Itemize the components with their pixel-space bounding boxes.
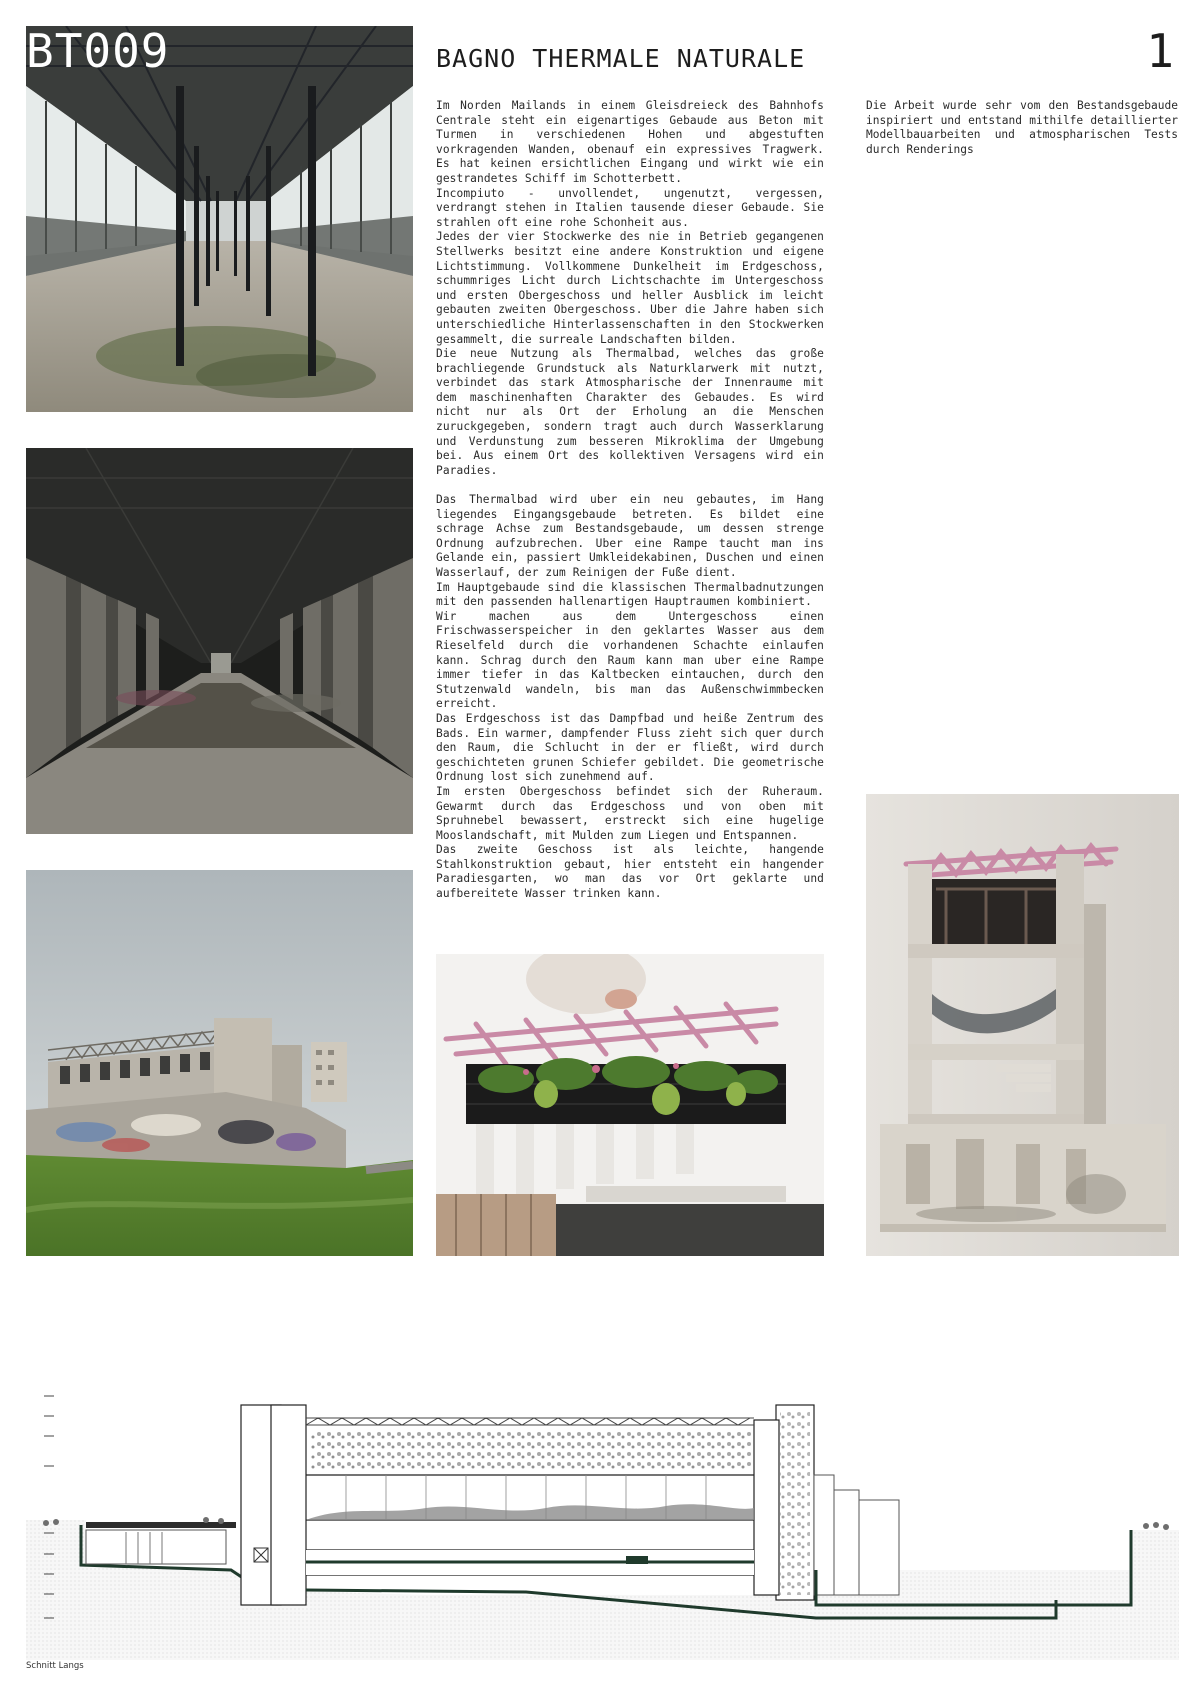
- paragraph-11: Das zweite Geschoss ist als leichte, hangende Stahlkonstruktion gebaut, hier entsteht ein hangender Paradiesgarten, wo man das vor Ort geklarte und aufbereitete Wasser trinken kann.: [436, 843, 824, 901]
- page-title: BAGNO THERMALE NATURALE: [436, 44, 806, 73]
- paragraph-1: Im Norden Mailands in einem Gleisdreieck des Bahnhofs Centrale steht ein eigenartiges Gebaude aus Beton mit Turmen in verschiedenen Hohen und abgestuften vorkragenden Wanden, obenauf ein expressives Tragwerk. Es hat keinen ersichtlichen Eingang und wirkt wie ein gestrandetes Schiff im Schotterbett.: [436, 99, 824, 185]
- section-caption: Schnitt Langs: [26, 1661, 84, 1671]
- photo-model-hanging-garden: [436, 954, 824, 1256]
- page-number: 1: [1146, 24, 1174, 78]
- project-code: BT009: [26, 24, 170, 78]
- photo-dark-ground-floor: [26, 448, 413, 834]
- paragraph-10: Im ersten Obergeschoss befindet sich der Ruheraum. Gewarmt durch das Erdgeschoss und von oben mit Spruhnebel bewassert, erstreckt sich eine hugelige Mooslandschaft, mit Mulden zum Liegen und Entspannen.: [436, 784, 824, 842]
- paragraph-2: Incompiuto - unvollendet, ungenutzt, vergessen, verdrangt stehen in Italien tausende dieser Gebaude. Sie strahlen oft eine rohe Schonheit aus.: [436, 186, 824, 229]
- photo-upper-floor-corridor: [26, 26, 413, 412]
- paragraph-6: Das Thermalbad wird uber ein neu gebautes, im Hang liegendes Eingangsgebaude betreten. Es bildet eine schrage Achse zum Bestandsgebaude, um dessen strenge Ordnung aufzubrechen. Uber eine Rampe taucht man ins Gelande ein, passiert Umkleidekabinen, Duschen und einen Wasserlauf, der zum Reinigen der Fuße dient.: [436, 493, 824, 579]
- side-note: Die Arbeit wurde sehr vom den Bestandsgebaude inspiriert und entstand mithilfe detaillierter Modellbauarbeiten und atmospharischen Tests durch Renderings: [866, 99, 1178, 156]
- paragraph-9: Das Erdgeschoss ist das Dampfbad und heiße Zentrum des Bads. Ein warmer, dampfender Fluss zieht sich quer durch den Raum, die Schlucht in der er fließt, wird durch geschichteten grunen Schiefer gebildet. Die geometrische Ordnung lost sich zunehmend auf.: [436, 711, 824, 784]
- project-description: [436, 99, 824, 902]
- paragraph-4: Die neue Nutzung als Thermalbad, welches das große brachliegende Grundstuck als Naturklarwerk mit nutzt, verbindet das stark Atmospharische der Innenraume mit dem maschinenhaften Charakter des Gebaudes. Es wird nicht nur als Ort der Erholung an die Menschen zuruckgegeben, sondern tragt auch durch Wasserklarung und Verdunstung zum besseren Mikroklima der Umgebung bei. Aus einem Ort des kollektiven Versagens wird ein Paradies.: [436, 347, 824, 477]
- paragraph-7: Im Hauptgebaude sind die klassischen Thermalbadnutzungen mit den passenden hallenartigen Hauptraumen kombiniert.: [436, 580, 824, 609]
- photo-exterior-graffiti: [26, 870, 413, 1256]
- photo-concrete-model: [866, 794, 1179, 1256]
- paragraph-8: Wir machen aus dem Untergeschoss einen Frischwasserspeicher in den geklartes Wasser aus dem Rieselfeld durch die vorhandenen Schachte einlaufen kann. Schrag durch den Raum kann man uber eine Rampe immer tiefer in das Kaltbecken eintauchen, durch den Stutzenwald wandeln, bis man das Außenschwimmbecken erreicht.: [436, 609, 824, 711]
- longitudinal-section-drawing: [26, 1380, 1179, 1660]
- paragraph-gap: [436, 478, 824, 493]
- paragraph-3: Jedes der vier Stockwerke des nie in Betrieb gegangenen Stellwerks besitzt eine andere Konstruktion und eigene Lichtstimmung. Vollkommene Dunkelheit im Erdgeschoss, schummriges Licht durch Lichtschachte im Untergeschoss und ersten Obergeschoss und heller Ausblick im leicht gebauten zweiten Obergeschoss. Uber die Jahre haben sich unterschiedliche Hinterlassenschaften in den Stockwerken gesammelt, die surreale Landschaften bilden.: [436, 230, 824, 346]
